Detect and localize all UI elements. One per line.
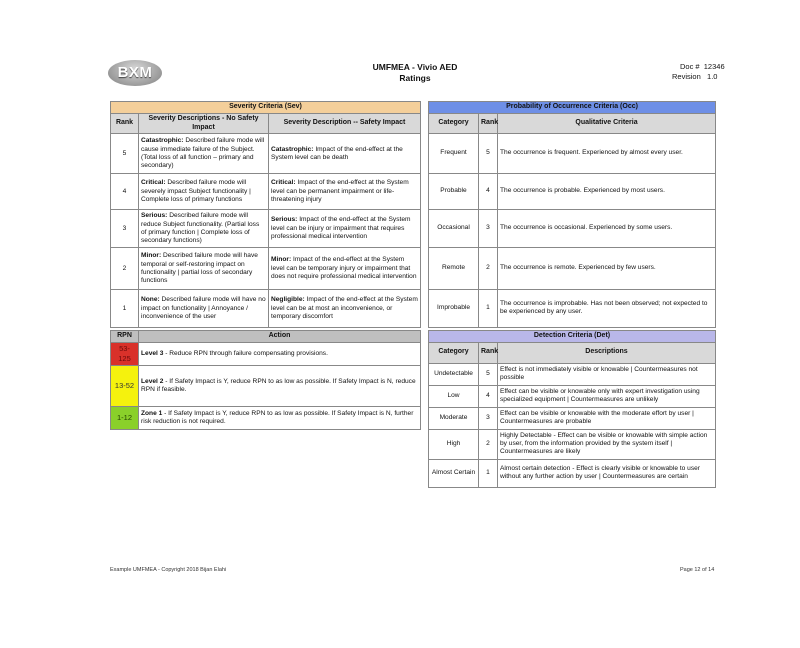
severity-safety-cell (269, 210, 421, 248)
severity-safety-cell (269, 174, 421, 210)
action-desc: - If Safety Impact is Y, reduce RPN to as low as possible. If Safety Impact is N, reduce RPN if feasible. (141, 377, 416, 393)
severity-level: Minor: (271, 256, 292, 264)
occurrence-rank: 4 (479, 173, 498, 209)
detection-desc: Highly Detectable - Effect can be visible or knowable with simple action by user, from the information provided by the system itself | Countermeasures are likely (498, 429, 716, 459)
severity-safety-cell (269, 290, 421, 328)
severity-level: None: (141, 296, 160, 304)
severity-level: Serious: (271, 216, 298, 224)
revision-label: Revision (672, 72, 701, 81)
severity-no-safety-cell (139, 210, 269, 248)
occurrence-rank: 3 (479, 209, 498, 247)
table-row (111, 365, 421, 406)
action-cell (139, 365, 421, 406)
severity-desc: Described failure mode will have temporal or self-restoring impact on functionality | partial loss of secondary functions (141, 252, 258, 284)
occurrence-rank: 1 (479, 289, 498, 327)
severity-desc: Described failure mode will severely impact Subject functionality | Complete loss of primary functions (141, 179, 251, 203)
occurrence-criteria: The occurrence is frequent. Experienced by almost every user. (498, 133, 716, 173)
occurrence-col-criteria: Qualitative Criteria (498, 113, 716, 133)
occurrence-category: Improbable (429, 289, 479, 327)
detection-col-category: Category (429, 342, 479, 363)
severity-col-rank: Rank (111, 113, 139, 134)
detection-title: Detection Criteria (Det) (429, 331, 716, 343)
page-title: UMFMEA - Vivio AED (372, 62, 458, 72)
revision (672, 72, 717, 81)
detection-col-desc: Descriptions (498, 342, 716, 363)
table-row (111, 406, 421, 429)
severity-desc: Impact of the end-effect at the System level can be death (271, 145, 403, 161)
severity-desc: Described failure mode will have no impact on functionality | Annoyance / inconvenience of the user (141, 296, 266, 320)
severity-level: Negligible: (271, 296, 305, 304)
occurrence-category: Probable (429, 173, 479, 209)
occurrence-criteria: The occurrence is occasional. Experienced by some users. (498, 209, 716, 247)
action-level: Level 2 (141, 377, 164, 385)
action-desc: - If Safety Impact is Y, reduce RPN to as low as possible. If Safety Impact is N, further risk reduction is not required. (141, 409, 414, 425)
severity-level: Serious: (141, 212, 168, 220)
occurrence-criteria: The occurrence is probable. Experienced by most users. (498, 173, 716, 209)
table-row (429, 289, 716, 327)
action-cell (139, 342, 421, 365)
detection-category: Moderate (429, 407, 479, 429)
table-row (429, 385, 716, 407)
table-row (429, 133, 716, 173)
severity-safety-cell (269, 134, 421, 174)
rpn-col-header: RPN (111, 331, 139, 343)
table-row (429, 459, 716, 487)
footer-copyright: Example UMFMEA - Copyright 2018 Bijan Elahi (110, 567, 227, 573)
detection-desc: Effect is not immediately visible or knowable | Countermeasures not possible (498, 363, 716, 385)
table-row (429, 209, 716, 247)
table-row (429, 407, 716, 429)
severity-col-safety: Severity Description -- Safety Impact (269, 113, 421, 134)
severity-no-safety-cell (139, 174, 269, 210)
rpn-range-green: 1-12 (111, 406, 139, 429)
action-col-header: Action (139, 331, 421, 343)
occurrence-criteria: The occurrence is remote. Experienced by few users. (498, 247, 716, 289)
rpn-action-table (110, 330, 421, 430)
detection-category: Undetectable (429, 363, 479, 385)
severity-table (110, 101, 421, 328)
table-row (111, 248, 421, 290)
severity-rank: 4 (111, 174, 139, 210)
detection-category: Low (429, 385, 479, 407)
severity-desc: Impact of the end-effect at the System level can be injury or impairment that requires professional medical intervention (271, 216, 411, 240)
detection-col-rank: Rank (479, 342, 498, 363)
action-level: Level 3 (141, 349, 164, 357)
occurrence-criteria: The occurrence is improbable. Has not been observed; not expected to be experienced by any user. (498, 289, 716, 327)
severity-rank: 5 (111, 134, 139, 174)
occurrence-category: Remote (429, 247, 479, 289)
occurrence-col-rank: Rank (479, 113, 498, 133)
detection-desc: Effect can be visible or knowable only with expert investigation using specialized equipment | Countermeasures are unlikely (498, 385, 716, 407)
severity-level: Catastrophic: (271, 145, 314, 153)
doc-value: 12346 (703, 62, 725, 71)
occurrence-table (428, 101, 716, 328)
severity-level: Critical: (271, 179, 296, 187)
detection-rank: 4 (479, 385, 498, 407)
severity-level: Minor: (141, 252, 162, 260)
footer-page-number: Page 12 of 14 (680, 567, 715, 573)
detection-category: High (429, 429, 479, 459)
detection-rank: 1 (479, 459, 498, 487)
revision-value: 1.0 (707, 72, 718, 81)
detection-table (428, 330, 716, 488)
doc-number (680, 62, 725, 71)
severity-desc: Impact of the end-effect at the System level can be temporary injury or impairment that does not require professional medical intervention (271, 256, 417, 280)
table-row (111, 174, 421, 210)
table-row (429, 429, 716, 459)
action-cell (139, 406, 421, 429)
severity-desc: Described failure mode will reduce Subject functionality. (Partial loss of primary function | Complete loss of secondary functions) (141, 212, 260, 244)
action-desc: - Reduce RPN through failure compensating provisions. (163, 349, 328, 357)
detection-rank: 3 (479, 407, 498, 429)
action-level: Zone 1 (141, 409, 163, 417)
detection-category: Almost Certain (429, 459, 479, 487)
severity-rank: 2 (111, 248, 139, 290)
detection-rank: 2 (479, 429, 498, 459)
table-row (111, 134, 421, 174)
detection-desc: Almost certain detection - Effect is clearly visible or knowable to user without any further action by user | Countermeasures are certain (498, 459, 716, 487)
occurrence-col-category: Category (429, 113, 479, 133)
table-row (111, 210, 421, 248)
table-row (429, 247, 716, 289)
table-row (111, 290, 421, 328)
doc-label: Doc # (680, 62, 700, 71)
severity-desc: Impact of the end-effect at the System level can be permanent impairment or life-threatening injury (271, 179, 409, 203)
rpn-range-yellow: 13-52 (111, 365, 139, 406)
severity-desc: Impact of the end-effect at the System level can be at most an inconvenience, or temporary discomfort (271, 296, 418, 320)
severity-safety-cell (269, 248, 421, 290)
severity-no-safety-cell (139, 290, 269, 328)
severity-rank: 1 (111, 290, 139, 328)
rpn-range-red: 53-125 (111, 342, 139, 365)
severity-col-no-safety: Severity Descriptions - No Safety Impact (139, 113, 269, 134)
bxm-logo: BXM (108, 60, 162, 86)
occurrence-category: Frequent (429, 133, 479, 173)
severity-desc: Described failure mode will cause immediate failure of the Subject. (Total loss of all function – primary and secondary) (141, 137, 265, 169)
severity-level: Catastrophic: (141, 137, 184, 145)
severity-title: Severity Criteria (Sev) (111, 102, 421, 114)
occurrence-category: Occasional (429, 209, 479, 247)
detection-rank: 5 (479, 363, 498, 385)
table-row (429, 173, 716, 209)
occurrence-rank: 2 (479, 247, 498, 289)
table-row (111, 342, 421, 365)
occurrence-title: Probability of Occurrence Criteria (Occ) (429, 102, 716, 114)
detection-desc: Effect can be visible or knowable with the moderate effort by user | Countermeasures are probable (498, 407, 716, 429)
severity-rank: 3 (111, 210, 139, 248)
page-subtitle: Ratings (399, 73, 431, 83)
severity-no-safety-cell (139, 248, 269, 290)
occurrence-rank: 5 (479, 133, 498, 173)
table-row (429, 363, 716, 385)
severity-no-safety-cell (139, 134, 269, 174)
severity-level: Critical: (141, 179, 166, 187)
